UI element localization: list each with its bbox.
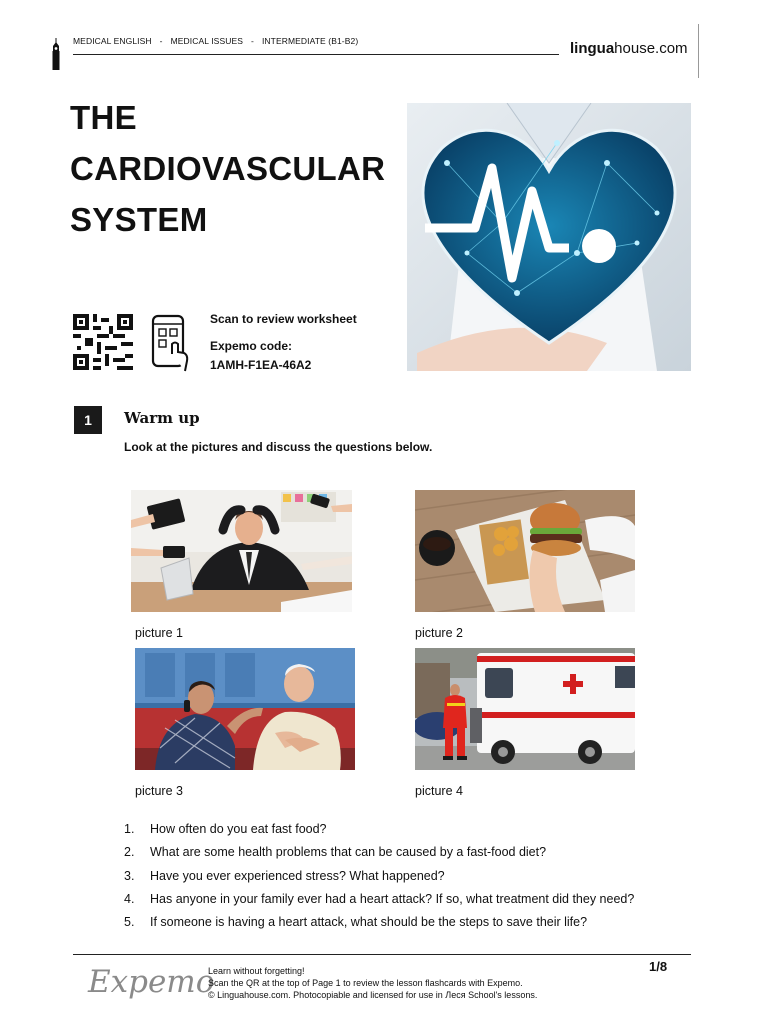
list-item: 3. Have you ever experienced stress? What happened? bbox=[124, 868, 445, 883]
breadcrumb-item[interactable]: INTERMEDIATE (B1-B2) bbox=[261, 36, 359, 46]
brand-logo[interactable]: linguahouse.com bbox=[570, 40, 688, 57]
footer-divider bbox=[73, 954, 691, 955]
header-divider bbox=[73, 54, 559, 55]
expemo-logo: Expemo bbox=[88, 964, 215, 1000]
expemo-code-label: Expemo code: bbox=[210, 339, 293, 353]
section-title: Warm up bbox=[124, 409, 200, 427]
picture-caption: picture 3 bbox=[135, 784, 183, 798]
picture-caption: picture 2 bbox=[415, 626, 463, 640]
heart-attack-man-photo bbox=[135, 648, 355, 770]
big-ben-icon bbox=[50, 38, 62, 70]
picture-caption: picture 4 bbox=[415, 784, 463, 798]
list-item: 2. What are some health problems that can be caused by a fast-food diet? bbox=[124, 845, 547, 860]
section-instruction: Look at the pictures and discuss the questions below. bbox=[124, 440, 433, 454]
phone-scan-icon bbox=[150, 314, 190, 372]
list-item: 4. Has anyone in your family ever had a heart attack? If so, what treatment did they need? bbox=[124, 891, 635, 906]
page-number: 1/8 bbox=[649, 959, 668, 974]
breadcrumb-item[interactable]: MEDICAL ISSUES bbox=[170, 36, 244, 46]
ambulance-paramedic-photo bbox=[415, 648, 635, 770]
question-list bbox=[124, 818, 704, 934]
list-item: 1. How often do you eat fast food? bbox=[124, 822, 327, 836]
footer-copyright: © Linguahouse.com. Photocopiable and licensed for use in Леся School's lessons. bbox=[208, 990, 538, 1000]
page-title: THE CARDIOVASCULAR SYSTEM bbox=[70, 99, 386, 238]
stressed-office-worker-photo bbox=[131, 490, 352, 612]
list-item: 5. If someone is having a heart attack, what should be the steps to save their life? bbox=[124, 915, 588, 930]
breadcrumb: MEDICAL ENGLISH - MEDICAL ISSUES - INTERMEDIATE (B1-B2) bbox=[73, 36, 359, 46]
footer-tagline: Learn without forgetting! bbox=[208, 966, 305, 976]
picture-caption: picture 1 bbox=[135, 626, 183, 640]
breadcrumb-item[interactable]: MEDICAL ENGLISH bbox=[73, 36, 152, 46]
qr-code-icon[interactable] bbox=[73, 314, 133, 370]
heart-heartbeat-network-icon bbox=[407, 103, 691, 371]
section-number: 1 bbox=[74, 406, 102, 434]
expemo-code: 1AMH-F1EA-46A2 bbox=[210, 358, 312, 372]
brand-divider bbox=[698, 24, 699, 78]
scan-instruction: Scan to review worksheet bbox=[210, 312, 357, 326]
fast-food-burger-photo bbox=[415, 490, 635, 612]
footer-instruction: Scan the QR at the top of Page 1 to review the lesson flashcards with Expemo. bbox=[208, 978, 523, 988]
